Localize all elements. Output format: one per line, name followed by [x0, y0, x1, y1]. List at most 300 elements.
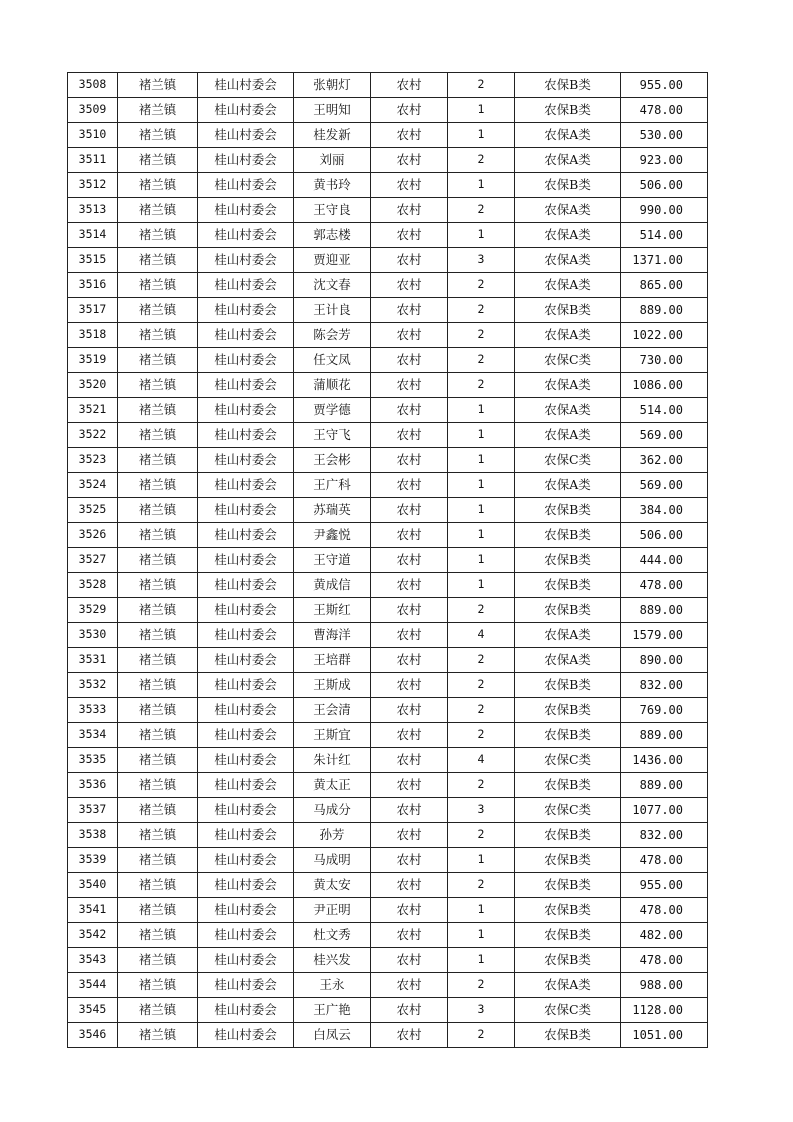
- town-cell: 褚兰镇: [118, 473, 198, 498]
- insurance-category-cell: 农保A类: [515, 323, 621, 348]
- town-cell: 褚兰镇: [118, 323, 198, 348]
- amount-cell: 832.00: [621, 823, 708, 848]
- amount-cell: 1371.00: [621, 248, 708, 273]
- village-committee-cell: 桂山村委会: [198, 148, 294, 173]
- town-cell: 褚兰镇: [118, 898, 198, 923]
- person-name-cell: 黄成信: [294, 573, 371, 598]
- table-row: [68, 848, 708, 873]
- insurance-category-cell: 农保B类: [515, 773, 621, 798]
- row-number-cell: 3532: [68, 673, 118, 698]
- town-cell: 褚兰镇: [118, 523, 198, 548]
- village-committee-cell: 桂山村委会: [198, 498, 294, 523]
- area-type-cell: 农村: [371, 623, 448, 648]
- person-name-cell: 王计良: [294, 298, 371, 323]
- town-cell: 褚兰镇: [118, 1023, 198, 1048]
- area-type-cell: 农村: [371, 723, 448, 748]
- table-row: [68, 598, 708, 623]
- row-number-cell: 3529: [68, 598, 118, 623]
- row-number-cell: 3531: [68, 648, 118, 673]
- area-type-cell: 农村: [371, 548, 448, 573]
- insurance-category-cell: 农保A类: [515, 973, 621, 998]
- insurance-category-cell: 农保A类: [515, 148, 621, 173]
- household-count-cell: 1: [448, 473, 515, 498]
- amount-cell: 1436.00: [621, 748, 708, 773]
- area-type-cell: 农村: [371, 173, 448, 198]
- row-number-cell: 3534: [68, 723, 118, 748]
- village-committee-cell: 桂山村委会: [198, 823, 294, 848]
- insurance-category-cell: 农保A类: [515, 423, 621, 448]
- town-cell: 褚兰镇: [118, 673, 198, 698]
- household-count-cell: 2: [448, 673, 515, 698]
- area-type-cell: 农村: [371, 748, 448, 773]
- table-row: [68, 773, 708, 798]
- row-number-cell: 3528: [68, 573, 118, 598]
- table-row: [68, 273, 708, 298]
- insurance-category-cell: 农保B类: [515, 1023, 621, 1048]
- town-cell: 褚兰镇: [118, 423, 198, 448]
- person-name-cell: 郭志楼: [294, 223, 371, 248]
- area-type-cell: 农村: [371, 373, 448, 398]
- area-type-cell: 农村: [371, 973, 448, 998]
- area-type-cell: 农村: [371, 923, 448, 948]
- household-count-cell: 1: [448, 423, 515, 448]
- insurance-category-cell: 农保C类: [515, 448, 621, 473]
- table-row: [68, 323, 708, 348]
- household-count-cell: 2: [448, 73, 515, 98]
- area-type-cell: 农村: [371, 498, 448, 523]
- amount-cell: 889.00: [621, 773, 708, 798]
- row-number-cell: 3511: [68, 148, 118, 173]
- person-name-cell: 王斯宜: [294, 723, 371, 748]
- village-committee-cell: 桂山村委会: [198, 73, 294, 98]
- insurance-category-cell: 农保B类: [515, 298, 621, 323]
- household-count-cell: 2: [448, 348, 515, 373]
- town-cell: 褚兰镇: [118, 373, 198, 398]
- amount-cell: 889.00: [621, 723, 708, 748]
- roster-body: [68, 73, 708, 1048]
- person-name-cell: 马成明: [294, 848, 371, 873]
- household-count-cell: 2: [448, 1023, 515, 1048]
- town-cell: 褚兰镇: [118, 648, 198, 673]
- row-number-cell: 3514: [68, 223, 118, 248]
- village-committee-cell: 桂山村委会: [198, 298, 294, 323]
- amount-cell: 730.00: [621, 348, 708, 373]
- village-committee-cell: 桂山村委会: [198, 323, 294, 348]
- row-number-cell: 3540: [68, 873, 118, 898]
- row-number-cell: 3515: [68, 248, 118, 273]
- insurance-category-cell: 农保A类: [515, 623, 621, 648]
- person-name-cell: 朱计红: [294, 748, 371, 773]
- table-row: [68, 948, 708, 973]
- town-cell: 褚兰镇: [118, 948, 198, 973]
- household-count-cell: 3: [448, 998, 515, 1023]
- household-count-cell: 4: [448, 748, 515, 773]
- household-count-cell: 2: [448, 648, 515, 673]
- row-number-cell: 3522: [68, 423, 118, 448]
- amount-cell: 889.00: [621, 298, 708, 323]
- row-number-cell: 3523: [68, 448, 118, 473]
- area-type-cell: 农村: [371, 598, 448, 623]
- table-row: [68, 823, 708, 848]
- area-type-cell: 农村: [371, 998, 448, 1023]
- person-name-cell: 王守良: [294, 198, 371, 223]
- village-committee-cell: 桂山村委会: [198, 98, 294, 123]
- village-committee-cell: 桂山村委会: [198, 773, 294, 798]
- table-row: [68, 698, 708, 723]
- household-count-cell: 1: [448, 123, 515, 148]
- roster-table: [67, 72, 708, 1048]
- person-name-cell: 王守道: [294, 548, 371, 573]
- household-count-cell: 2: [448, 598, 515, 623]
- household-count-cell: 1: [448, 223, 515, 248]
- row-number-cell: 3512: [68, 173, 118, 198]
- table-row: [68, 248, 708, 273]
- area-type-cell: 农村: [371, 848, 448, 873]
- household-count-cell: 2: [448, 973, 515, 998]
- area-type-cell: 农村: [371, 448, 448, 473]
- row-number-cell: 3520: [68, 373, 118, 398]
- row-number-cell: 3542: [68, 923, 118, 948]
- person-name-cell: 王守飞: [294, 423, 371, 448]
- town-cell: 褚兰镇: [118, 773, 198, 798]
- insurance-category-cell: 农保B类: [515, 848, 621, 873]
- area-type-cell: 农村: [371, 523, 448, 548]
- row-number-cell: 3545: [68, 998, 118, 1023]
- insurance-category-cell: 农保B类: [515, 548, 621, 573]
- household-count-cell: 3: [448, 798, 515, 823]
- table-row: [68, 973, 708, 998]
- household-count-cell: 2: [448, 698, 515, 723]
- amount-cell: 1128.00: [621, 998, 708, 1023]
- row-number-cell: 3535: [68, 748, 118, 773]
- table-row: [68, 523, 708, 548]
- household-count-cell: 2: [448, 273, 515, 298]
- household-count-cell: 1: [448, 523, 515, 548]
- household-count-cell: 4: [448, 623, 515, 648]
- town-cell: 褚兰镇: [118, 273, 198, 298]
- row-number-cell: 3527: [68, 548, 118, 573]
- person-name-cell: 孙芳: [294, 823, 371, 848]
- person-name-cell: 曹海洋: [294, 623, 371, 648]
- row-number-cell: 3510: [68, 123, 118, 148]
- village-committee-cell: 桂山村委会: [198, 673, 294, 698]
- insurance-category-cell: 农保A类: [515, 198, 621, 223]
- area-type-cell: 农村: [371, 773, 448, 798]
- person-name-cell: 任文凤: [294, 348, 371, 373]
- household-count-cell: 1: [448, 923, 515, 948]
- insurance-category-cell: 农保B类: [515, 698, 621, 723]
- table-row: [68, 673, 708, 698]
- row-number-cell: 3533: [68, 698, 118, 723]
- amount-cell: 769.00: [621, 698, 708, 723]
- area-type-cell: 农村: [371, 1023, 448, 1048]
- insurance-category-cell: 农保B类: [515, 523, 621, 548]
- village-committee-cell: 桂山村委会: [198, 398, 294, 423]
- town-cell: 褚兰镇: [118, 348, 198, 373]
- table-row: [68, 1023, 708, 1048]
- insurance-category-cell: 农保A类: [515, 273, 621, 298]
- person-name-cell: 贾迎亚: [294, 248, 371, 273]
- village-committee-cell: 桂山村委会: [198, 423, 294, 448]
- row-number-cell: 3537: [68, 798, 118, 823]
- amount-cell: 923.00: [621, 148, 708, 173]
- insurance-category-cell: 农保A类: [515, 473, 621, 498]
- person-name-cell: 黄太安: [294, 873, 371, 898]
- village-committee-cell: 桂山村委会: [198, 523, 294, 548]
- household-count-cell: 2: [448, 823, 515, 848]
- table-row: [68, 573, 708, 598]
- table-row: [68, 648, 708, 673]
- insurance-category-cell: 农保A类: [515, 648, 621, 673]
- amount-cell: 890.00: [621, 648, 708, 673]
- table-row: [68, 173, 708, 198]
- amount-cell: 1086.00: [621, 373, 708, 398]
- area-type-cell: 农村: [371, 423, 448, 448]
- town-cell: 褚兰镇: [118, 498, 198, 523]
- row-number-cell: 3544: [68, 973, 118, 998]
- person-name-cell: 苏瑞英: [294, 498, 371, 523]
- insurance-category-cell: 农保C类: [515, 998, 621, 1023]
- area-type-cell: 农村: [371, 898, 448, 923]
- household-count-cell: 1: [448, 898, 515, 923]
- town-cell: 褚兰镇: [118, 98, 198, 123]
- insurance-category-cell: 农保B类: [515, 923, 621, 948]
- amount-cell: 444.00: [621, 548, 708, 573]
- amount-cell: 1022.00: [621, 323, 708, 348]
- amount-cell: 478.00: [621, 98, 708, 123]
- insurance-category-cell: 农保C类: [515, 748, 621, 773]
- table-row: [68, 998, 708, 1023]
- person-name-cell: 王斯红: [294, 598, 371, 623]
- row-number-cell: 3524: [68, 473, 118, 498]
- town-cell: 褚兰镇: [118, 623, 198, 648]
- person-name-cell: 蒲顺花: [294, 373, 371, 398]
- table-row: [68, 148, 708, 173]
- household-count-cell: 1: [448, 98, 515, 123]
- area-type-cell: 农村: [371, 823, 448, 848]
- town-cell: 褚兰镇: [118, 148, 198, 173]
- row-number-cell: 3521: [68, 398, 118, 423]
- village-committee-cell: 桂山村委会: [198, 473, 294, 498]
- person-name-cell: 王斯成: [294, 673, 371, 698]
- village-committee-cell: 桂山村委会: [198, 223, 294, 248]
- village-committee-cell: 桂山村委会: [198, 448, 294, 473]
- area-type-cell: 农村: [371, 73, 448, 98]
- town-cell: 褚兰镇: [118, 123, 198, 148]
- row-number-cell: 3517: [68, 298, 118, 323]
- person-name-cell: 王会彬: [294, 448, 371, 473]
- table-row: [68, 498, 708, 523]
- person-name-cell: 马成分: [294, 798, 371, 823]
- amount-cell: 1051.00: [621, 1023, 708, 1048]
- town-cell: 褚兰镇: [118, 748, 198, 773]
- row-number-cell: 3543: [68, 948, 118, 973]
- person-name-cell: 刘丽: [294, 148, 371, 173]
- town-cell: 褚兰镇: [118, 598, 198, 623]
- row-number-cell: 3509: [68, 98, 118, 123]
- household-count-cell: 1: [448, 573, 515, 598]
- table-row: [68, 198, 708, 223]
- village-committee-cell: 桂山村委会: [198, 798, 294, 823]
- amount-cell: 990.00: [621, 198, 708, 223]
- insurance-category-cell: 农保A类: [515, 223, 621, 248]
- amount-cell: 478.00: [621, 898, 708, 923]
- area-type-cell: 农村: [371, 98, 448, 123]
- insurance-category-cell: 农保B类: [515, 98, 621, 123]
- amount-cell: 530.00: [621, 123, 708, 148]
- area-type-cell: 农村: [371, 473, 448, 498]
- table-row: [68, 898, 708, 923]
- amount-cell: 832.00: [621, 673, 708, 698]
- table-row: [68, 423, 708, 448]
- person-name-cell: 王培群: [294, 648, 371, 673]
- town-cell: 褚兰镇: [118, 798, 198, 823]
- household-count-cell: 2: [448, 148, 515, 173]
- person-name-cell: 张朝灯: [294, 73, 371, 98]
- row-number-cell: 3526: [68, 523, 118, 548]
- household-count-cell: 2: [448, 873, 515, 898]
- household-count-cell: 2: [448, 723, 515, 748]
- town-cell: 褚兰镇: [118, 873, 198, 898]
- person-name-cell: 白凤云: [294, 1023, 371, 1048]
- area-type-cell: 农村: [371, 398, 448, 423]
- town-cell: 褚兰镇: [118, 923, 198, 948]
- village-committee-cell: 桂山村委会: [198, 248, 294, 273]
- insurance-category-cell: 农保B类: [515, 673, 621, 698]
- town-cell: 褚兰镇: [118, 298, 198, 323]
- table-row: [68, 623, 708, 648]
- household-count-cell: 1: [448, 398, 515, 423]
- amount-cell: 955.00: [621, 73, 708, 98]
- amount-cell: 362.00: [621, 448, 708, 473]
- amount-cell: 514.00: [621, 223, 708, 248]
- village-committee-cell: 桂山村委会: [198, 348, 294, 373]
- village-committee-cell: 桂山村委会: [198, 548, 294, 573]
- row-number-cell: 3518: [68, 323, 118, 348]
- amount-cell: 514.00: [621, 398, 708, 423]
- town-cell: 褚兰镇: [118, 173, 198, 198]
- person-name-cell: 尹鑫悦: [294, 523, 371, 548]
- insurance-category-cell: 农保A类: [515, 398, 621, 423]
- village-committee-cell: 桂山村委会: [198, 198, 294, 223]
- household-count-cell: 1: [448, 948, 515, 973]
- area-type-cell: 农村: [371, 198, 448, 223]
- area-type-cell: 农村: [371, 873, 448, 898]
- person-name-cell: 黄书玲: [294, 173, 371, 198]
- town-cell: 褚兰镇: [118, 823, 198, 848]
- town-cell: 褚兰镇: [118, 698, 198, 723]
- amount-cell: 478.00: [621, 848, 708, 873]
- village-committee-cell: 桂山村委会: [198, 648, 294, 673]
- insurance-category-cell: 农保B类: [515, 898, 621, 923]
- table-row: [68, 398, 708, 423]
- area-type-cell: 农村: [371, 273, 448, 298]
- row-number-cell: 3508: [68, 73, 118, 98]
- amount-cell: 865.00: [621, 273, 708, 298]
- village-committee-cell: 桂山村委会: [198, 123, 294, 148]
- person-name-cell: 王广科: [294, 473, 371, 498]
- town-cell: 褚兰镇: [118, 448, 198, 473]
- amount-cell: 889.00: [621, 598, 708, 623]
- insurance-category-cell: 农保B类: [515, 73, 621, 98]
- amount-cell: 955.00: [621, 873, 708, 898]
- town-cell: 褚兰镇: [118, 848, 198, 873]
- town-cell: 褚兰镇: [118, 248, 198, 273]
- household-count-cell: 1: [448, 848, 515, 873]
- insurance-category-cell: 农保B类: [515, 873, 621, 898]
- person-name-cell: 杜文秀: [294, 923, 371, 948]
- household-count-cell: 3: [448, 248, 515, 273]
- village-committee-cell: 桂山村委会: [198, 998, 294, 1023]
- amount-cell: 569.00: [621, 473, 708, 498]
- town-cell: 褚兰镇: [118, 398, 198, 423]
- row-number-cell: 3525: [68, 498, 118, 523]
- town-cell: 褚兰镇: [118, 723, 198, 748]
- town-cell: 褚兰镇: [118, 223, 198, 248]
- village-committee-cell: 桂山村委会: [198, 1023, 294, 1048]
- household-count-cell: 1: [448, 498, 515, 523]
- person-name-cell: 王永: [294, 973, 371, 998]
- person-name-cell: 桂发新: [294, 123, 371, 148]
- household-count-cell: 1: [448, 548, 515, 573]
- village-committee-cell: 桂山村委会: [198, 973, 294, 998]
- person-name-cell: 王会清: [294, 698, 371, 723]
- town-cell: 褚兰镇: [118, 573, 198, 598]
- table-row: [68, 548, 708, 573]
- row-number-cell: 3538: [68, 823, 118, 848]
- village-committee-cell: 桂山村委会: [198, 373, 294, 398]
- amount-cell: 506.00: [621, 173, 708, 198]
- village-committee-cell: 桂山村委会: [198, 948, 294, 973]
- insurance-category-cell: 农保B类: [515, 948, 621, 973]
- row-number-cell: 3530: [68, 623, 118, 648]
- row-number-cell: 3519: [68, 348, 118, 373]
- area-type-cell: 农村: [371, 648, 448, 673]
- village-committee-cell: 桂山村委会: [198, 173, 294, 198]
- household-count-cell: 2: [448, 773, 515, 798]
- village-committee-cell: 桂山村委会: [198, 598, 294, 623]
- table-row: [68, 298, 708, 323]
- village-committee-cell: 桂山村委会: [198, 873, 294, 898]
- row-number-cell: 3513: [68, 198, 118, 223]
- area-type-cell: 农村: [371, 698, 448, 723]
- area-type-cell: 农村: [371, 673, 448, 698]
- household-count-cell: 2: [448, 298, 515, 323]
- row-number-cell: 3536: [68, 773, 118, 798]
- village-committee-cell: 桂山村委会: [198, 698, 294, 723]
- table-row: [68, 98, 708, 123]
- amount-cell: 1077.00: [621, 798, 708, 823]
- table-row: [68, 723, 708, 748]
- insurance-category-cell: 农保B类: [515, 823, 621, 848]
- table-row: [68, 223, 708, 248]
- insurance-category-cell: 农保B类: [515, 173, 621, 198]
- person-name-cell: 黄太正: [294, 773, 371, 798]
- person-name-cell: 桂兴发: [294, 948, 371, 973]
- village-committee-cell: 桂山村委会: [198, 748, 294, 773]
- table-row: [68, 798, 708, 823]
- village-committee-cell: 桂山村委会: [198, 623, 294, 648]
- row-number-cell: 3539: [68, 848, 118, 873]
- table-row: [68, 473, 708, 498]
- insurance-category-cell: 农保B类: [515, 573, 621, 598]
- table-row: [68, 923, 708, 948]
- village-committee-cell: 桂山村委会: [198, 898, 294, 923]
- area-type-cell: 农村: [371, 948, 448, 973]
- amount-cell: 478.00: [621, 948, 708, 973]
- household-count-cell: 1: [448, 448, 515, 473]
- insurance-category-cell: 农保A类: [515, 373, 621, 398]
